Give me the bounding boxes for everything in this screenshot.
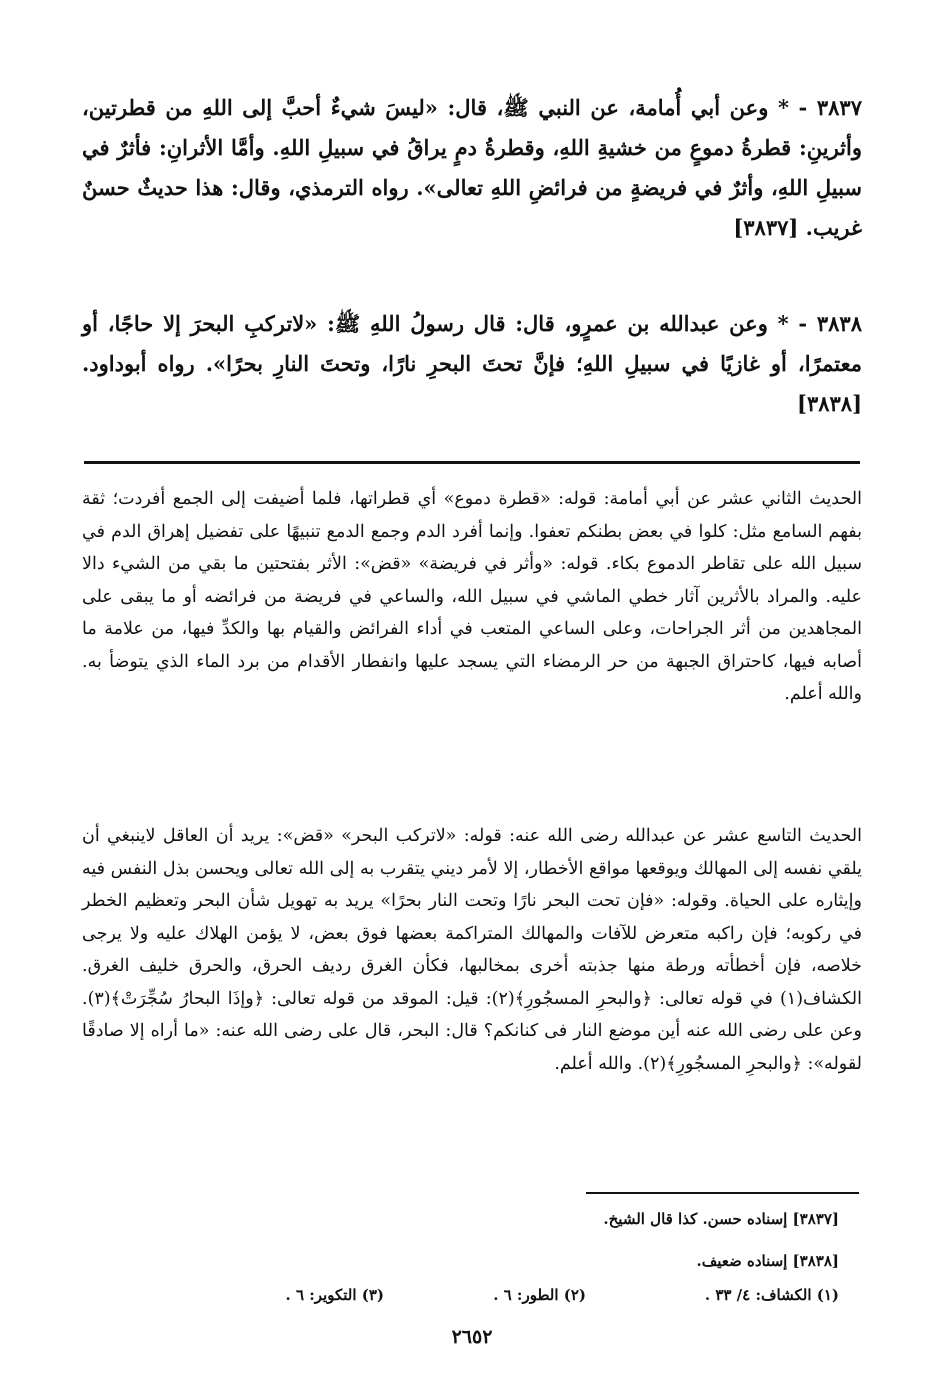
hadith-3838: ٣٨٣٨ - * وعن عبدالله بن عمرٍو، قال: قال رسولُ اللهِ ﷺ: «لاتركبِ البحرَ إلا حاجًا، أو معتمرًا، أو غازيًا في سبيلِ اللهِ؛ فإنَّ تحتَ البحرِ نارًا، وتحتَ النارِ بحرًا». رواه أبوداود. [٣٨٣٨]	[82, 311, 862, 416]
footnote-ref-2: (٢) الطور: ٦ .	[493, 1286, 586, 1304]
footnote-3838: [٣٨٣٨] إسناده ضعيف.	[696, 1252, 839, 1270]
footnote-divider	[586, 1192, 859, 1194]
footnote-ref-1: (١) الكشاف: ٤/ ٣٣ .	[704, 1286, 839, 1304]
footnote-ref-3: (٣) التكوير: ٦ .	[285, 1286, 384, 1304]
commentary-paragraph-1: الحديث الثاني عشر عن أبي أمامة: قوله: «قطرة دموع» أي قطراتها، فلما أضيفت إلى الجمع أفردت؛ ثقة بفهم السامع مثل: كلوا في بعض بطنكم تعفوا. وإنما أفرد الدم وجمع الدمع تنبيهًا على تفضيل إهراق الدم في سبيل الله على تقاطر الدموع بكاء. قوله: «وأثر في فريضة» «قض»: الأثر بفتحتين ما بقي من الشيء دالا عليه. والمراد بالأثرين آثار خطي الماشي في سبيل الله، والساعي في فريضة من فرائضه أو ما يبقى على المجاهدين من أثر الجراحات، وعلى الساعي المتعب في أداء الفرائض والقيام بها والكدِّ فيها، من علامة ما أصابه فيها، كاحتراق الجبهة من حر الرمضاء التي يسجد عليها وانفطار الأقدام من برد الماء الذي يتوضأ به. والله أعلم.	[82, 489, 862, 704]
main-divider	[84, 461, 860, 464]
footnote-3837: [٣٨٣٧] إسناده حسن. كذا قال الشيخ.	[603, 1210, 839, 1228]
page-number: ٢٦٥٢	[451, 1326, 493, 1348]
commentary-paragraph-2: الحديث التاسع عشر عن عبدالله رضى الله عنه: قوله: «لاتركب البحر» «قض»: يريد أن العاقل لاينبغي أن يلقي نفسه إلى المهالك ويوقعها مواقع الأخطار، إلا لأمر ديني يتقرب به إلى الله تعالى ويحسن بذل النفس فيه وإيثاره على الحياة. وقوله: «فإن تحت البحر نارًا وتحت النار بحرًا» يريد به تهويل شأن البحر وتعظيم الخطر في ركوبه؛ فإن راكبه متعرض للآفات والمهالك المتراكمة بعضها فوق بعض، لا يؤمن الهلاك عليه ولا يرجى خلاصه، فإن أخطأته ورطة منها جذبته أخرى بمخالبها، فكأن الغرق رديف الحرق، والحرق خليف الغرق. الكشاف(١) في قوله تعالى: ﴿والبحرِ المسجُورِ﴾(٢): قيل: الموقد من قوله تعالى: ﴿وإذَا البحارُ سُجِّرَتْ﴾(٣). وعن على رضى الله عنه أين موضع النار فى كنانكم؟ قال: البحر، قال على رضى الله عنه: «ما أراه إلا صادقًا لقوله»: ﴿والبحرِ المسجُورِ﴾(٢). والله أعلم.	[82, 826, 862, 1074]
hadith-3837: ٣٨٣٧ - * وعن أبي أُمامة، عن النبي ﷺ، قال: «ليسَ شيءٌ أحبَّ إلى اللهِ من قطرتين، وأثرينِ: قطرةُ دموعٍ من خشيةِ اللهِ، وقطرةُ دمٍ يراقُ في سبيلِ اللهِ. وأمَّا الأثرانِ: فأثرٌ في سبيلِ اللهِ، وأثرٌ في فريضةٍ من فرائضِ اللهِ تعالى». رواه الترمذي، وقال: هذا حديثٌ حسنٌ غريب. [٣٨٣٧]	[82, 95, 862, 240]
